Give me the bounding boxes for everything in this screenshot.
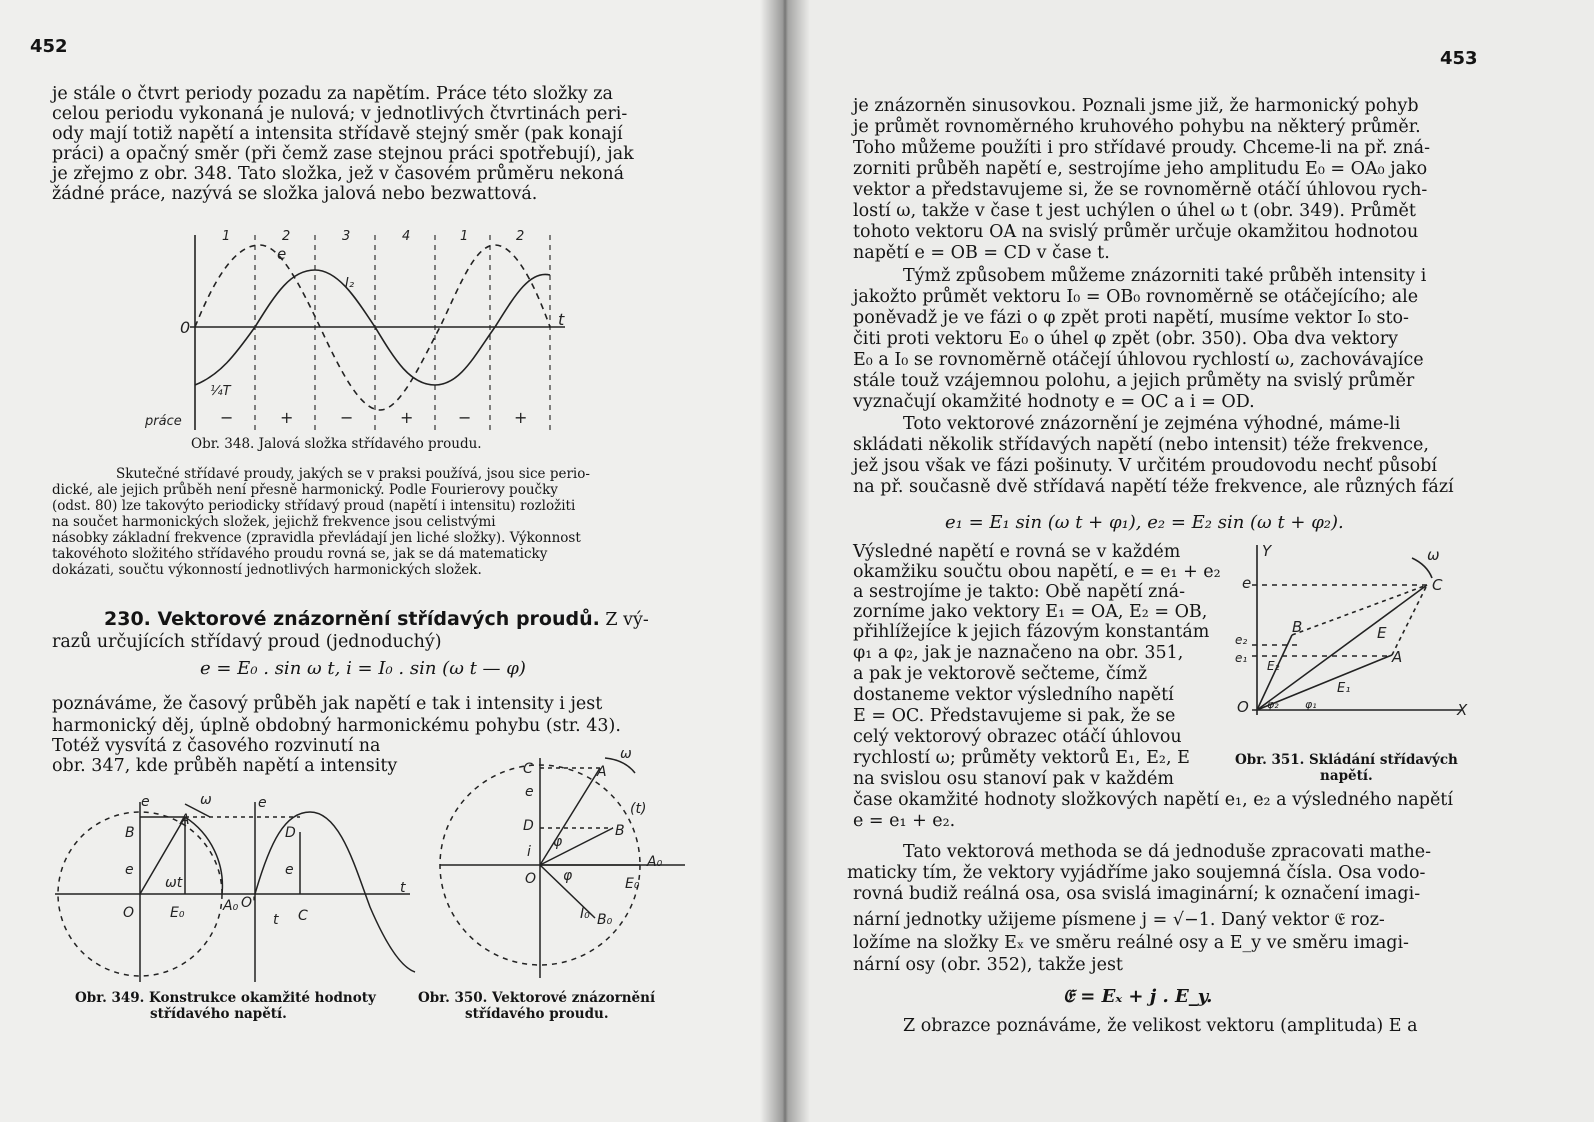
fig-label: e [1242, 574, 1252, 592]
fig-label: C [523, 761, 533, 777]
fig-label: A [180, 812, 190, 828]
text-line: násobky základní frekvence (zpravidla převládají jen liché složky). Výkonnost [52, 530, 581, 546]
text-line: φ₁ a φ₂, jak je naznačeno na obr. 351, [853, 643, 1184, 663]
section-heading: 230. Vektorové znázornění střídavých proudů. [104, 608, 600, 630]
fig-label: φ [553, 834, 563, 850]
fig-label: 3 [342, 229, 351, 244]
text-line: Tato vektorová methoda se dá jednoduše zpracovati mathe- [903, 842, 1431, 862]
text-line: poznáváme, že časový průběh jak napětí e tak i intensity i jest [52, 694, 603, 714]
book-gutter [760, 0, 810, 1122]
fig-label: A [1392, 648, 1403, 666]
fig-label: Y [1262, 542, 1272, 560]
fig-label: + [514, 408, 528, 427]
text-line: jež jsou však ve fázi pošinuty. V určitém proudovodu nechť působí [853, 456, 1437, 476]
fig-label: − [220, 408, 234, 427]
fig-label: X [1457, 701, 1468, 719]
text-line: přihlížejíce k jejich fázovým konstantám [853, 622, 1210, 642]
fig-label: O [1237, 698, 1249, 716]
fig-label: e [141, 794, 150, 810]
fig-label: ωt [165, 875, 183, 891]
text-line: harmonický děj, úplně obdobný harmonickému pohybu (str. 43). [52, 716, 621, 736]
fig-label: φ₁ [1305, 698, 1317, 711]
text-line: Výsledné napětí e rovná se v každém [853, 542, 1181, 562]
fig-label: I₂ [345, 276, 355, 291]
fig-label: 4 [402, 229, 411, 244]
fig-label: t [558, 310, 565, 329]
equation: 𝔈 = Eₓ + j . E_y. [1063, 986, 1213, 1007]
text-line: e = e₁ + e₂. [853, 811, 956, 831]
text-line: dostaneme vektor výsledního napětí [853, 685, 1174, 705]
text-line: celou periodu vykonaná je nulová; v jednotlivých čtvrtinách peri- [52, 104, 628, 124]
text-line: jakožto průmět vektoru I₀ = OB₀ rovnoměrně se otáčejícího; ale [853, 287, 1419, 307]
fig-label: E₀ [170, 905, 185, 921]
text-line: skládati několik střídavých napětí (nebo intensit) téže frekvence, [853, 435, 1429, 455]
text-line: lostí ω, takže v čase t jest uchýlen o úhel ω t (obr. 349). Průmět [853, 201, 1416, 221]
figure-349 [55, 782, 425, 987]
text-line: čase okamžité hodnoty složkových napětí e₁, e₂ a výsledného napětí [853, 790, 1453, 810]
fig-label: e₂ [1235, 633, 1248, 647]
text-line: je stále o čtvrt periody pozadu za napětím. Práce této složky za [52, 84, 613, 104]
fig-label: B [615, 823, 625, 839]
figure-caption: Obr. 351. Skládání střídavých [1235, 752, 1458, 768]
right-page [785, 0, 1594, 1122]
fig-label: + [400, 408, 414, 427]
figure-caption: střídavého napětí. [150, 1006, 287, 1022]
fig-label: 0 [180, 318, 191, 337]
fig-label: e₁ [1235, 651, 1248, 665]
text-line: poněvadž je ve fázi o φ zpět proti napětí, musíme vektor I₀ sto- [853, 308, 1409, 328]
text-line: okamžiku součtu obou napětí, e = e₁ + e₂ [853, 562, 1221, 582]
fig-label: t [400, 880, 406, 896]
text-line: práci) a opačný směr (při čemž zase stejnou práci spotřebují), jak [52, 144, 634, 164]
figure-351 [1227, 540, 1477, 730]
text-line: celý vektorový obrazec otáčí úhlovou [853, 727, 1182, 747]
text-line: Toto vektorové znázornění je zejména výhodné, máme-li [903, 414, 1401, 434]
text-line: rychlostí ω; průměty vektorů E₁, E₂, E [853, 748, 1190, 768]
text-line: dické, ale jejich průběh není přesně harmonický. Podle Fourierovy poučky [52, 482, 558, 498]
fig-label: i [527, 844, 531, 860]
text-line: Toho můžeme použíti i pro střídavé proudy. Chceme-li na př. zná- [853, 138, 1431, 158]
fig-label: D [523, 818, 534, 834]
text-line: (odst. 80) lze takovýto periodicky střídavý proud (napětí i intensitu) rozložiti [52, 498, 576, 514]
text-line: dokázati, součtu výkonností jednotlivých harmonických složek. [52, 562, 482, 578]
fig-label: φ₂ [1267, 698, 1279, 711]
text-line: zorniti průběh napětí e, sestrojíme jeho amplitudu E₀ = OA₀ jako [853, 159, 1428, 179]
fig-label: (t) [630, 801, 647, 817]
text-line: na př. současně dvě střídavá napětí téže frekvence, ale různých fází [853, 477, 1454, 497]
text-line: čiti proti vektoru E₀ o úhel φ zpět (obr. 350). Oba dva vektory [853, 329, 1398, 349]
text-line: takovéhoto složitého střídavého proudu rovná se, jak se dá matematicky [52, 546, 548, 562]
fig-label: C [298, 908, 308, 924]
fig-label: ¼T [210, 384, 231, 399]
fig-label: − [340, 408, 354, 427]
fig-label: 2 [516, 229, 525, 244]
fig-label: E [1377, 624, 1387, 642]
fig-label: φ [563, 868, 573, 884]
text-line: Totéž vysvítá z časového rozvinutí na [52, 736, 381, 756]
figure-caption: střídavého proudu. [465, 1006, 609, 1022]
fig-label: B [1292, 618, 1303, 636]
fig-label: 1 [460, 229, 469, 244]
text-line: ložíme na složky Eₓ ve směru reálné osy a E_y ve směru imagi- [853, 933, 1409, 953]
text-line: vektor a představujeme si, že se rovnoměrně otáčí úhlovou rych- [853, 180, 1428, 200]
fig-label: ω [200, 792, 212, 808]
fig-label: E₀ [625, 876, 640, 892]
fig-label: − [458, 408, 472, 427]
fig-label: A₀ [223, 898, 239, 914]
fig-label: E₁ [1337, 681, 1351, 696]
text-line: je znázorněn sinusovkou. Poznali jsme již, že harmonický pohyb [853, 96, 1419, 116]
text-line: maticky tím, že vektory vyjádříme jako soujemná čísla. Osa vodo- [847, 863, 1426, 883]
text-line: je průmět rovnoměrného kruhového pohybu na některý průměr. [853, 117, 1421, 137]
fig-label: ω [1427, 546, 1440, 564]
figure-caption: Obr. 348. Jalová složka střídavého proudu. [191, 436, 482, 452]
left-page [0, 0, 785, 1122]
page-number: 452 [30, 36, 68, 57]
fig-label: e [525, 784, 534, 800]
fig-label: e [277, 245, 287, 263]
fig-label: + [280, 408, 294, 427]
section-heading-line [104, 608, 649, 630]
text-line: žádné práce, nazývá se složka jalová nebo bezwattová. [52, 184, 538, 204]
fig-label: O [525, 871, 537, 887]
fig-label: 1 [222, 229, 231, 244]
figure-348 [140, 225, 580, 435]
text-line: Týmž způsobem můžeme znázorniti také průběh intensity i [903, 266, 1427, 286]
fig-label: ω [620, 748, 632, 762]
fig-label: A [597, 764, 607, 780]
figure-350 [435, 748, 690, 988]
fig-label: t [273, 912, 279, 928]
text-line: obr. 347, kde průběh napětí a intensity [52, 756, 398, 776]
equation: e = E₀ . sin ω t, i = I₀ . sin (ω t — φ) [200, 658, 526, 679]
text-line: nární jednotky užijeme písmene j = √−1. Daný vektor 𝔈 roz- [853, 910, 1385, 930]
fig-label: O [123, 905, 135, 921]
text-fragment: Z vý- [599, 610, 649, 630]
fig-label: B [125, 825, 135, 841]
text-line: a pak je vektorově sečteme, čímž [853, 664, 1148, 684]
fig-label: I₀ [580, 906, 590, 922]
text-line: napětí e = OB = CD v čase t. [853, 243, 1110, 263]
text-line: ody mají totiž napětí a intensita střídavě stejný směr (pak konají [52, 124, 623, 144]
text-line: rovná budiž reálná osa, osa svislá imaginární; k označení imagi- [853, 884, 1421, 904]
page-number: 453 [1440, 48, 1478, 69]
text-line: E₀ a I₀ se rovnoměrně otáčejí úhlovou rychlostí ω, zachovávajíce [853, 350, 1424, 370]
fig-label: D [285, 825, 296, 841]
text-line: razů určujících střídavý proud (jednoduchý) [52, 632, 442, 652]
fig-label: 2 [282, 229, 291, 244]
fig-label: C [1432, 576, 1443, 594]
fig-label: O' [241, 895, 256, 911]
text-line: zorníme jako vektory E₁ = OA, E₂ = OB, [853, 602, 1208, 622]
text-line: nární osy (obr. 352), takže jest [853, 955, 1123, 975]
equation: e₁ = E₁ sin (ω t + φ₁), e₂ = E₂ sin (ω t + φ₂). [945, 512, 1344, 533]
figure-caption: napětí. [1320, 768, 1373, 784]
fig-label: e [125, 862, 134, 878]
text-line: Z obrazce poznáváme, že velikost vektoru (amplituda) E a [903, 1016, 1418, 1036]
text-line: E = OC. Představujeme si pak, že se [853, 706, 1176, 726]
fig-label: e [258, 795, 267, 811]
fig-label: práce [145, 414, 182, 429]
text-line: je zřejmo z obr. 348. Tato složka, jež v časovém průměru nekoná [52, 164, 625, 184]
fig-label: e [285, 862, 294, 878]
text-line: Skutečné střídavé proudy, jakých se v praksi používá, jsou sice perio- [116, 466, 590, 482]
text-line: stále touž vzájemnou polohu, a jejich průměty na svislý průměr [853, 371, 1415, 391]
fig-label: B₀ [597, 912, 613, 928]
text-line: vyznačují okamžité hodnoty e = OC a i = OD. [853, 392, 1255, 412]
text-line: a sestrojíme je takto: Obě napětí zná- [853, 582, 1185, 602]
fig-label: A₀ [647, 854, 663, 870]
text-line: na svislou osu stanoví pak v každém [853, 769, 1174, 789]
figure-caption: Obr. 349. Konstrukce okamžité hodnoty [75, 990, 376, 1006]
text-line: tohoto vektoru OA na svislý průměr určuje okamžitou hodnotou [853, 222, 1419, 242]
figure-caption: Obr. 350. Vektorové znázornění [418, 990, 656, 1006]
fig-label: E₂ [1267, 659, 1280, 673]
text-line: na součet harmonických složek, jejichž frekvence jsou celistvými [52, 514, 496, 530]
